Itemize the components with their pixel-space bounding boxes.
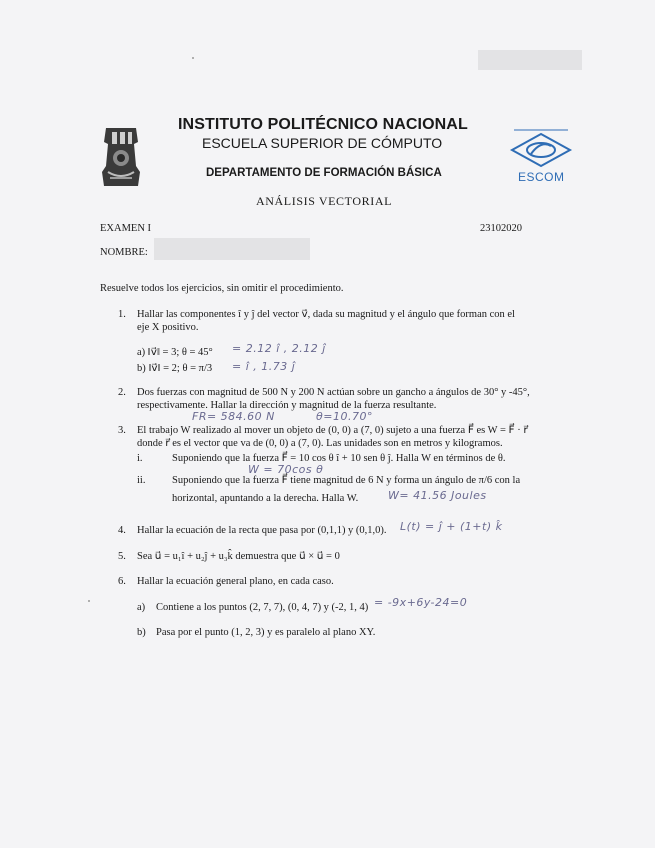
q3-ii-text-line2: horizontal, apuntando a la derecha. Halla W. <box>172 493 359 504</box>
q3-i-text: Suponiendo que la fuerza F⃗ = 10 cos θ î + 10 sen θ ĵ. Halla W en términos de θ. <box>172 453 506 464</box>
q4-number: 4. <box>118 525 126 536</box>
q1-answer-b: = î , 1.73 ĵ <box>232 360 296 373</box>
scan-speck <box>88 600 90 602</box>
redacted-name-field <box>154 238 310 260</box>
institution-title: INSTITUTO POLITÉCNICO NACIONAL <box>178 116 468 133</box>
q6-a-label: a) <box>137 602 146 613</box>
redacted-box-top <box>478 50 582 70</box>
q3-ii-label: ii. <box>137 475 146 486</box>
exam-date: 23102020 <box>480 223 522 234</box>
q3-i-label: i. <box>137 453 143 464</box>
q1-answer-a: = 2.12 î , 2.12 ĵ <box>232 342 326 355</box>
q5-text: Sea u⃗ = u₁î + u₂ĵ + u₃k̂ demuestra que u⃗ × u⃗ = 0 <box>137 551 340 562</box>
q3-text-line2: donde r⃗ es el vector que va de (0, 0) a (7, 0). Las unidades son en metros y kilogramos. <box>137 438 503 449</box>
scan-speck <box>192 57 194 59</box>
q6-b-text: Pasa por el punto (1, 2, 3) y es paralelo al plano XY. <box>156 627 376 638</box>
instructions: Resuelve todos los ejercicios, sin omitir el procedimiento. <box>100 283 344 294</box>
escom-logo <box>506 126 576 194</box>
q1-part-a: a) ‖v⃗‖ = 3; θ = 45° <box>137 347 213 358</box>
department-title: DEPARTAMENTO DE FORMACIÓN BÁSICA <box>206 167 442 179</box>
q2-answer-fr: FR= 584.60 N <box>192 410 275 423</box>
q3-answer-ii: W= 41.56 Joules <box>388 489 487 502</box>
q2-number: 2. <box>118 387 126 398</box>
q1-text-line2: eje X positivo. <box>137 322 199 333</box>
school-title: ESCUELA SUPERIOR DE CÓMPUTO <box>202 135 443 151</box>
q1-text-line1: Hallar las componentes î y ĵ del vector v⃗, dada su magnitud y el ángulo que forman con el <box>137 309 515 320</box>
name-label: NOMBRE: <box>100 247 148 258</box>
escom-logo-text: ESCOM <box>518 170 565 184</box>
q2-text-line2: respectivamente. Hallar la dirección y magnitud de la fuerza resultante. <box>137 400 437 411</box>
q4-answer: L(t) = ĵ + (1+t) k̂ <box>400 520 503 533</box>
escom-logo-icon <box>506 126 576 176</box>
q3-text-line1: El trabajo W realizado al mover un objeto de (0, 0) a (7, 0) sujeto a una fuerza F⃗ es W = F⃗ · r⃗ <box>137 425 528 436</box>
q6-answer-a: = -9x+6y-24=0 <box>374 596 468 609</box>
q3-ii-text-line1: Suponiendo que la fuerza F⃗ tiene magnitud de 6 N y forma un ángulo de π/6 con la <box>172 475 521 486</box>
q1-number: 1. <box>118 309 126 320</box>
q1-part-b: b) ‖v⃗‖ = 2; θ = π/3 <box>137 363 213 374</box>
ipn-logo-icon <box>98 122 144 192</box>
q2-answer-theta: θ=10.70° <box>316 410 373 423</box>
q6-text: Hallar la ecuación general plano, en cada caso. <box>137 576 334 587</box>
exam-title: EXAMEN I <box>100 223 152 234</box>
q6-number: 6. <box>118 576 126 587</box>
q4-text: Hallar la ecuación de la recta que pasa por (0,1,1) y (0,1,0). <box>137 525 387 536</box>
q2-text-line1: Dos fuerzas con magnitud de 500 N y 200 N actúan sobre un gancho a ángulos de 30° y -45°, <box>137 387 530 398</box>
subject-title: ANÁLISIS VECTORIAL <box>256 194 393 208</box>
q6-b-label: b) <box>137 627 146 638</box>
q3-answer-i: W = 70cos θ <box>248 463 324 476</box>
q3-number: 3. <box>118 425 126 436</box>
q5-number: 5. <box>118 551 126 562</box>
q6-a-text: Contiene a los puntos (2, 7, 7), (0, 4, 7) y (-2, 1, 4) <box>156 602 369 613</box>
